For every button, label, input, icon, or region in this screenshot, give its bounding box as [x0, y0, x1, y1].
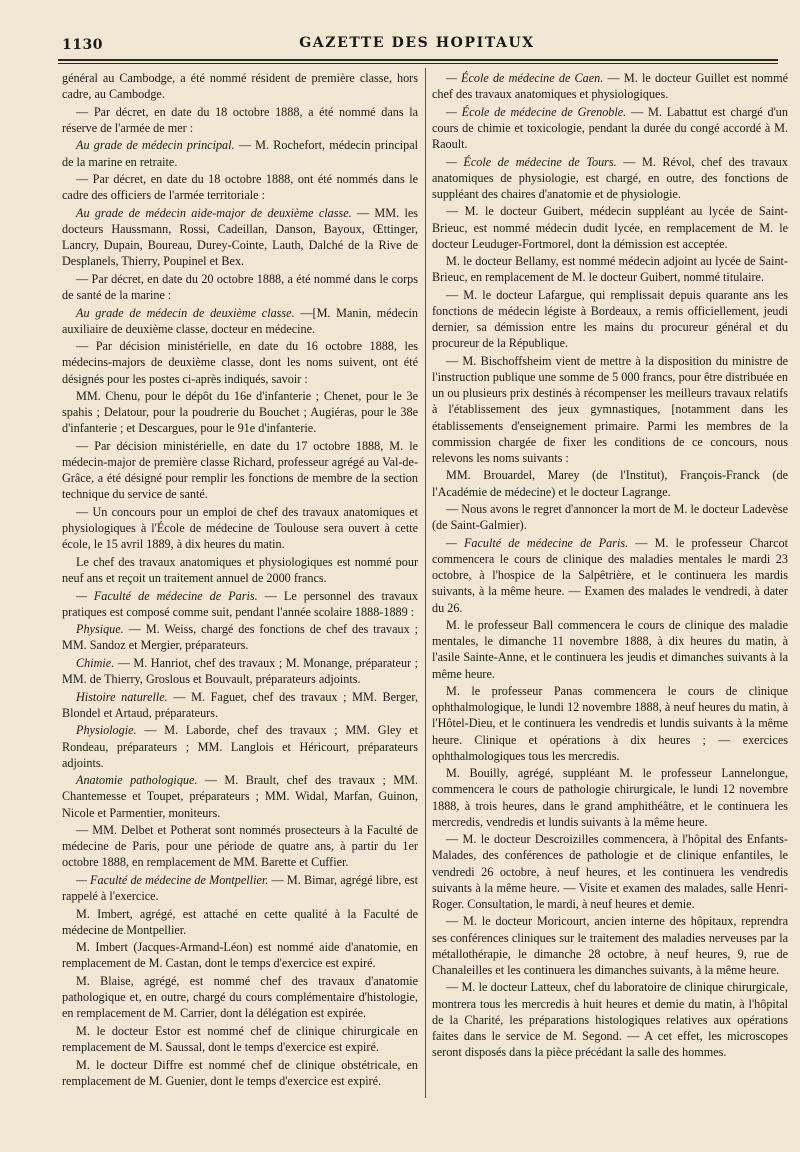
journal-title: GAZETTE DES HOPITAUX [299, 35, 535, 51]
paragraph-lead: — Faculté de médecine de Paris. [446, 535, 629, 550]
paragraph-text: — M. Faguet, chef des travaux ; MM. Berger, Blondel et Artaud, préparateurs. [62, 689, 418, 720]
article-paragraph [62, 689, 418, 721]
paragraph-text: — MM. Delbet et Potherat sont nommés prosecteurs à la Faculté de médecine de Paris, pour une période de quatre ans, à partir du 1er octobre 1888, en remplacement de MM. Barette et Cuffier. [62, 823, 418, 870]
paragraph-text: — M. Rochefort, médecin principal de la marine en retraite. [62, 138, 419, 169]
article-paragraph [432, 467, 788, 499]
paragraph-text: M. Bouilly, agrégé, suppléant M. le professeur Lannelongue, commencera le cours de pathologie chirurgicale, le lundi 12 novembre 1888, à trois heures, dans le grand amphithéâtre, et le continuera les mercredis, vendredis et lundis suivants à la même heure. [432, 766, 788, 829]
article-paragraph [62, 872, 418, 904]
article-paragraph [62, 1023, 418, 1055]
article-paragraph [62, 772, 418, 820]
article-paragraph [62, 388, 418, 436]
paragraph-text: M. le docteur Diffre est nommé chef de clinique obstétricale, en remplacement de M. Guenier, dont le temps d'exercice est expiré. [62, 1057, 418, 1088]
paragraph-text: — M. le docteur Guibert, médecin suppléant au lycée de Saint-Brieuc, est nommé médecin dudit lycée, en remplacement de M. le docteur Leuduger-Fortmorel, dont la démission est acceptée. [432, 204, 788, 251]
right-column [432, 70, 788, 1062]
article-paragraph [432, 831, 788, 912]
paragraph-text: M. Imbert (Jacques-Armand-Léon) est nommé aide d'anatomie, en remplacement de M. Castan, dont le temps d'exercice est expiré. [62, 940, 418, 971]
article-paragraph [62, 504, 418, 552]
paragraph-text: — M. Labattut est chargé d'un cours de chimie et toxicologie, pendant la durée du congé accordé à M. Raoult. [432, 104, 788, 152]
paragraph-text: M. le docteur Bellamy, est nommé médecin adjoint au lycée de Saint-Brieuc, en remplacement de M. le docteur Guibert, nommé titulaire. [432, 254, 788, 285]
paragraph-text: — M. Révol, chef des travaux anatomiques de physiologie, est chargé, en outre, des fonctions de suppléant des chaires d'anatomie et de physiologie. [432, 154, 788, 201]
paragraph-lead: Chimie. [76, 655, 115, 670]
paragraph-text: — M. Weiss, chargé des fonctions de chef des travaux ; MM. Sandoz et Mergier, préparateurs. [62, 622, 418, 653]
paragraph-lead: Histoire naturelle. [76, 689, 168, 704]
article-paragraph [62, 205, 418, 270]
paragraph-lead: Physiologie. [76, 723, 137, 738]
paragraph-text: — M. le docteur Descroizilles commencera, à l'hôpital des Enfants-Malades, des conférences de pathologie et de clinique enfantiles, le vendredi 26 octobre, à neuf heures, et les continuera les vendredis suivants à la même heure. — Visite et examen des malades, salle Henri-Roger. Consultation, le mardi, à neuf heures et demie. [432, 832, 788, 911]
paragraph-text: — MM. les docteurs Haussmann, Rossi, Cadeillan, Danson, Bayoux, Œttinger, Lancry, Dupain, Boureau, Durey-Cointe, Lauth, Dalché de la Rive de Desplanels, Thierry, Poupinel et Bex. [62, 205, 418, 269]
article-paragraph [432, 154, 788, 202]
paragraph-text: M. le docteur Estor est nommé chef de clinique chirurgicale en remplacement de M. Saussal, dont le temps d'exercice est expiré. [62, 1023, 418, 1055]
article-paragraph [432, 287, 788, 352]
paragraph-text: général au Cambodge, a été nommé résident de première classe, hors cadre, au Cambodge. [62, 71, 418, 102]
article-paragraph [432, 617, 788, 682]
paragraph-text: — M. le docteur Guillet est nommé chef des travaux anatomiques et physiologiques. [432, 71, 789, 102]
paragraph-text: —[M. Manin, médecin auxiliaire de deuxième classe, docteur en médecine. [62, 305, 418, 336]
paragraph-text: — Par décision ministérielle, en date du 16 octobre 1888, les médecins-majors de deuxième classe, dont les noms suivent, ont été désignés pour les postes ci-après indiqués, savoir : [62, 339, 418, 386]
left-column [62, 70, 418, 1090]
article-paragraph [62, 1057, 418, 1089]
paragraph-text: — M. le docteur Lafargue, qui remplissait depuis quarante ans les fonctions de médecin légiste à Bordeaux, a remis officiellement, jeudi dernier, sa démission entre les mains du procureur général et du procureur de la République. [432, 287, 788, 351]
paragraph-text: MM. Brouardel, Marey (de l'Institut), François-Franck (de l'Académie de médecine) et le docteur Lagrange. [432, 468, 788, 499]
paragraph-lead: — École de médecine de Caen. [446, 71, 604, 85]
paragraph-text: M. Blaise, agrégé, est nommé chef des travaux d'anatomie pathologique et, en outre, chargé du cours complémentaire d'histologie, en remplacement de M. Carrier, dont la délégation est expirée. [62, 974, 418, 1021]
article-paragraph [62, 621, 418, 653]
article-paragraph [432, 104, 788, 152]
column-divider [425, 68, 426, 1098]
paragraph-lead: Au grade de médecin aide-major de deuxième classe. [76, 205, 352, 220]
paragraph-lead: — École de médecine de Tours. [446, 154, 617, 169]
article-paragraph [62, 906, 418, 938]
article-paragraph [62, 338, 418, 386]
paragraph-text: — Par décret, en date du 18 octobre 1888, a été nommé dans la réserve de l'armée de mer : [62, 104, 418, 135]
article-paragraph [62, 438, 418, 503]
paragraph-lead: Au grade de médecin principal. [76, 138, 235, 153]
paragraph-lead: — Faculté de médecine de Montpellier. [76, 872, 269, 887]
paragraph-text: — Un concours pour un emploi de chef des travaux anatomiques et physiologiques à l'École de médecine de Toulouse sera ouvert à cette école, le 15 avril 1889, à dix heures du matin. [62, 504, 418, 552]
paragraph-lead: Physique. [76, 622, 124, 637]
paragraph-text: — Par décision ministérielle, en date du 17 octobre 1888, M. le médecin-major de première classe Richard, professeur agrégé au Val-de-Grâce, a été désigné pour remplir les fonctions de membre de la section technique du service de santé. [62, 438, 418, 502]
article-paragraph [432, 683, 788, 764]
article-paragraph [432, 913, 788, 978]
article-paragraph [62, 822, 418, 870]
header-rule-thin [58, 63, 778, 64]
article-paragraph [432, 70, 788, 102]
paragraph-lead: — Faculté de médecine de Paris. [76, 588, 258, 603]
article-paragraph [62, 271, 418, 303]
paragraph-text: — M. le docteur Moricourt, ancien interne des hôpitaux, reprendra ses conférences cliniques sur le traitement des maladies nerveuses par la métallothérapie, le dimanche 28 octobre, à neuf heures, 9, rue de Chanaleilles et les continuera les dimanches suivants, à la même heure. [432, 914, 788, 977]
paragraph-text: — M. Bimar, agrégé libre, est rappelé à l'exercice. [62, 872, 418, 904]
paragraph-text: M. Imbert, agrégé, est attaché en cette qualité à la Faculté de médecine de Montpellier. [62, 906, 418, 937]
paragraph-text: Le chef des travaux anatomiques et physiologiques est nommé pour neuf ans et reçoit un traitement annuel de 2000 francs. [62, 554, 418, 585]
paragraph-text: M. le professeur Ball commencera le cours de clinique des maladie mentales, le dimanche 11 novembre 1888, à dix heures du matin, à l'asile Sainte-Anne, et le continuera les jeudis et dimanches suivants à la même heure. [432, 618, 788, 681]
article-paragraph [62, 722, 418, 770]
paragraph-text: — M. Laborde, chef des travaux ; MM. Gley et Rondeau, préparateurs ; MM. Langlois et Héricourt, préparateurs adjoints. [62, 723, 418, 770]
paragraph-lead: — École de médecine de Grenoble. [446, 104, 627, 119]
article-paragraph [432, 203, 788, 251]
paragraph-text: — Nous avons le regret d'annoncer la mort de M. le docteur Ladevèse (de Saint-Galmier). [432, 502, 788, 533]
paragraph-text: M. le professeur Panas commencera le cours de clinique ophthalmologique, le lundi 12 novembre 1888, à neuf heures du matin, à l'Hôtel-Dieu, et le continuera les vendredis et lundis suivants à la même heure. Clinique et opérations à dix heures ; — exercices ophthalmologiques tous les mercredis. [432, 684, 788, 763]
paragraph-text: — M. le professeur Charcot commencera le cours de clinique des maladies mentales le mardi 23 octobre, à l'hospice de la Salpêtrière, et le continuera les mardis suivants, à la même heure. — Examen des malades le vendredi, à dater du 26. [432, 535, 788, 615]
article-paragraph [62, 939, 418, 971]
paragraph-text: — M. Brault, chef des travaux ; MM. Chantemesse et Toupet, préparateurs ; MM. Widal, Marfan, Guinon, Nicole et Parmentier, moniteurs. [62, 773, 419, 820]
page-number: 1130 [62, 37, 103, 53]
article-paragraph [62, 137, 418, 169]
article-paragraph [62, 588, 418, 620]
article-paragraph [432, 353, 788, 466]
article-paragraph [62, 554, 418, 586]
page-header [58, 33, 776, 55]
article-paragraph [432, 253, 788, 285]
paragraph-lead: Anatomie pathologique. [76, 773, 198, 788]
article-paragraph [62, 305, 418, 337]
article-paragraph [432, 535, 788, 616]
paragraph-text: — Le personnel des travaux pratiques est composé comme suit, pendant l'année scolaire 1888-1889 : [62, 588, 418, 619]
article-paragraph [62, 655, 418, 687]
paragraph-text: — M. le docteur Latteux, chef du laboratoire de clinique chirurgicale, montrera tous les mercredis à huit heures et demie du matin, à l'hôpital de la Charité, les préparations histologiques relatives aux opérations faites dans le service de M. Segond. — A cet effet, les microscopes seront disposés dans la pièce précédant la salle des hommes. [432, 980, 788, 1060]
article-paragraph [432, 501, 788, 533]
article-paragraph [432, 979, 788, 1060]
paragraph-text: — Par décret, en date du 20 octobre 1888, a été nommé dans le corps de santé de la marine : [62, 271, 418, 302]
paragraph-text: — M. Bischoffsheim vient de mettre à la disposition du ministre de l'instruction publique une somme de 5 000 francs, pour être distribuée en un ou plusieurs prix destinés à récompenser les meilleurs travaux relatifs à l'établissement des jeux gymnastiques, [notamment dans les établissements d'enseignement primaire. Parmi les membres de la commission chargée de fixer les conditions de ce concours, nous relevons les noms suivants : [432, 354, 788, 465]
article-paragraph [62, 973, 418, 1021]
article-paragraph [62, 70, 418, 102]
article-paragraph [62, 171, 418, 203]
header-rule-thick [58, 59, 778, 61]
paragraph-text: MM. Chenu, pour le dépôt du 16e d'infanterie ; Chenet, pour le 3e spahis ; Delatour, pour la poudrerie du Bouchet ; Augiéras, pour le 38e d'infanterie ; et Descargues, pour le 91e d'infanterie. [62, 389, 418, 436]
paragraph-text: — Par décret, en date du 18 octobre 1888, ont été nommés dans le cadre des officiers de l'armée territoriale : [62, 172, 418, 203]
article-paragraph [432, 765, 788, 830]
paragraph-text: — M. Hanriot, chef des travaux ; M. Monange, préparateur ; MM. de Thierry, Groslous et Bouvault, préparateurs adjoints. [62, 655, 418, 687]
paragraph-lead: Au grade de médecin de deuxième classe. [76, 305, 295, 320]
article-paragraph [62, 104, 418, 136]
